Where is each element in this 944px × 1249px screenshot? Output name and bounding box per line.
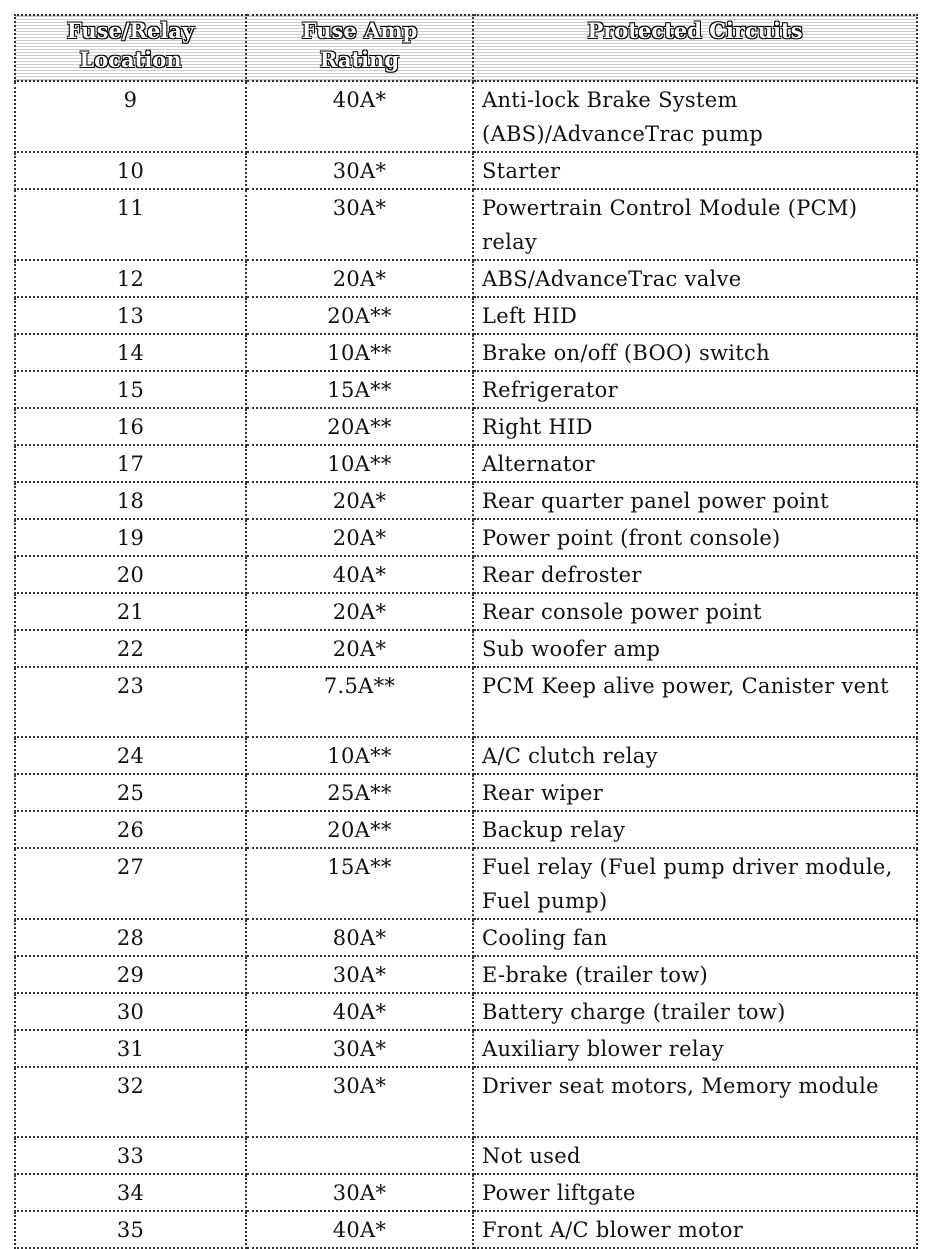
location-cell: 15 — [15, 371, 246, 408]
circuits-cell: Fuel relay (Fuel pump driver module, Fuel pump) — [473, 848, 917, 919]
circuits-cell: Cooling fan — [473, 919, 917, 956]
location-cell: 16 — [15, 408, 246, 445]
circuits-cell: Not used — [473, 1137, 917, 1174]
rating-cell: 40A* — [246, 993, 473, 1030]
location-cell: 19 — [15, 519, 246, 556]
location-cell: 27 — [15, 848, 246, 919]
circuits-cell: Rear wiper — [473, 774, 917, 811]
circuits-cell: Backup relay — [473, 811, 917, 848]
rating-cell: 30A* — [246, 1030, 473, 1067]
table-row — [15, 993, 917, 1030]
rating-cell: 40A* — [246, 81, 473, 152]
location-cell: 29 — [15, 956, 246, 993]
circuits-cell: Rear quarter panel power point — [473, 482, 917, 519]
header-location-line-2: Location — [79, 47, 182, 72]
rating-cell: 10A** — [246, 334, 473, 371]
rating-cell — [246, 1137, 473, 1174]
location-cell: 20 — [15, 556, 246, 593]
table-row — [15, 1067, 917, 1137]
circuits-cell: Sub woofer amp — [473, 630, 917, 667]
location-cell: 31 — [15, 1030, 246, 1067]
circuits-cell: Powertrain Control Module (PCM) relay — [473, 189, 917, 260]
circuits-cell: Brake on/off (BOO) switch — [473, 334, 917, 371]
rating-cell: 40A* — [246, 556, 473, 593]
rating-cell: 20A* — [246, 519, 473, 556]
table-row — [15, 408, 917, 445]
table-row — [15, 667, 917, 737]
location-cell: 9 — [15, 81, 246, 152]
location-cell: 24 — [15, 737, 246, 774]
header-circuits-line-1: Protected Circuits — [587, 18, 803, 43]
rating-cell: 30A* — [246, 1067, 473, 1137]
circuits-cell: Anti-lock Brake System (ABS)/AdvanceTrac pump — [473, 81, 917, 152]
table-row — [15, 189, 917, 260]
rating-cell: 25A** — [246, 774, 473, 811]
location-cell: 25 — [15, 774, 246, 811]
location-cell: 33 — [15, 1137, 246, 1174]
location-cell: 21 — [15, 593, 246, 630]
circuits-cell: Driver seat motors, Memory module — [473, 1067, 917, 1137]
location-cell: 22 — [15, 630, 246, 667]
rating-cell: 40A* — [246, 1211, 473, 1248]
header-location — [15, 15, 246, 81]
circuits-cell: Starter — [473, 152, 917, 189]
rating-cell: 30A* — [246, 152, 473, 189]
circuits-cell: Auxiliary blower relay — [473, 1030, 917, 1067]
rating-cell: 80A* — [246, 919, 473, 956]
location-cell: 17 — [15, 445, 246, 482]
circuits-cell: Power liftgate — [473, 1174, 917, 1211]
location-cell: 30 — [15, 993, 246, 1030]
table-row — [15, 848, 917, 919]
rating-cell: 20A* — [246, 593, 473, 630]
header-circuits — [473, 15, 917, 81]
header-location-line-1: Fuse/Relay — [66, 18, 195, 43]
circuits-cell: Refrigerator — [473, 371, 917, 408]
circuits-cell: Alternator — [473, 445, 917, 482]
table-row — [15, 297, 917, 334]
rating-cell: 20A* — [246, 260, 473, 297]
location-cell: 35 — [15, 1211, 246, 1248]
rating-cell: 20A** — [246, 297, 473, 334]
table-row — [15, 371, 917, 408]
table-row — [15, 919, 917, 956]
rating-cell: 7.5A** — [246, 667, 473, 737]
table-row — [15, 630, 917, 667]
circuits-cell: E-brake (trailer tow) — [473, 956, 917, 993]
rating-cell: 10A** — [246, 445, 473, 482]
table-row — [15, 811, 917, 848]
rating-cell: 15A** — [246, 371, 473, 408]
circuits-cell: ABS/AdvanceTrac valve — [473, 260, 917, 297]
circuits-cell: Rear console power point — [473, 593, 917, 630]
table-body — [15, 81, 917, 1248]
rating-cell: 15A** — [246, 848, 473, 919]
table-row — [15, 519, 917, 556]
table-row — [15, 1030, 917, 1067]
rating-cell: 20A** — [246, 408, 473, 445]
header-rating-line-1: Fuse Amp — [301, 18, 418, 43]
table-row — [15, 1137, 917, 1174]
rating-cell: 20A* — [246, 482, 473, 519]
table-row — [15, 152, 917, 189]
location-cell: 26 — [15, 811, 246, 848]
rating-cell: 30A* — [246, 189, 473, 260]
rating-cell: 20A* — [246, 630, 473, 667]
table-row — [15, 1174, 917, 1211]
circuits-cell: PCM Keep alive power, Canister vent — [473, 667, 917, 737]
fuse-table-page — [14, 14, 916, 1249]
location-cell: 10 — [15, 152, 246, 189]
circuits-cell: Right HID — [473, 408, 917, 445]
location-cell: 32 — [15, 1067, 246, 1137]
header-row — [15, 15, 917, 81]
table-row — [15, 81, 917, 152]
table-row — [15, 956, 917, 993]
location-cell: 14 — [15, 334, 246, 371]
location-cell: 28 — [15, 919, 246, 956]
location-cell: 18 — [15, 482, 246, 519]
table-row — [15, 593, 917, 630]
header-rating — [246, 15, 473, 81]
circuits-cell: A/C clutch relay — [473, 737, 917, 774]
table-row — [15, 774, 917, 811]
table-row — [15, 1211, 917, 1248]
location-cell: 12 — [15, 260, 246, 297]
location-cell: 23 — [15, 667, 246, 737]
table-row — [15, 737, 917, 774]
rating-cell: 30A* — [246, 1174, 473, 1211]
fuse-table — [14, 14, 918, 1249]
table-row — [15, 482, 917, 519]
rating-cell: 30A* — [246, 956, 473, 993]
location-cell: 13 — [15, 297, 246, 334]
table-row — [15, 334, 917, 371]
rating-cell: 10A** — [246, 737, 473, 774]
circuits-cell: Battery charge (trailer tow) — [473, 993, 917, 1030]
header-rating-line-2: Rating — [319, 47, 400, 72]
circuits-cell: Rear defroster — [473, 556, 917, 593]
circuits-cell: Power point (front console) — [473, 519, 917, 556]
rating-cell: 20A** — [246, 811, 473, 848]
table-row — [15, 556, 917, 593]
circuits-cell: Left HID — [473, 297, 917, 334]
location-cell: 34 — [15, 1174, 246, 1211]
location-cell: 11 — [15, 189, 246, 260]
circuits-cell: Front A/C blower motor — [473, 1211, 917, 1248]
table-row — [15, 445, 917, 482]
table-row — [15, 260, 917, 297]
